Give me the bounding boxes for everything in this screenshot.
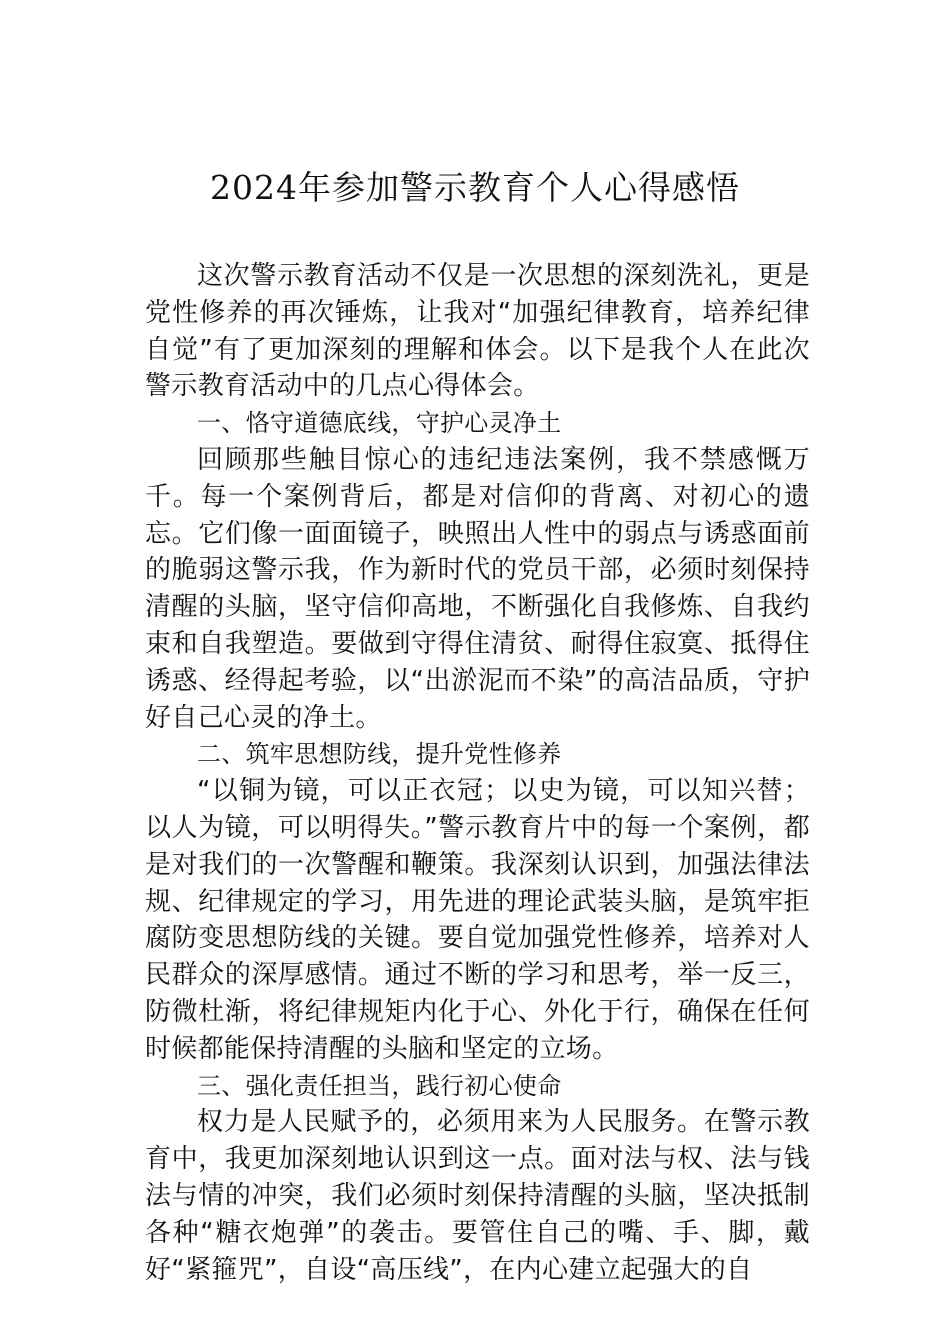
- intro-paragraph: 这次警示教育活动不仅是一次思想的深刻洗礼，更是党性修养的再次锤炼，让我对“加强纪律教育，培养纪律自觉”有了更加深刻的理解和体会。以下是我个人在此次警示教育活动中的几点心得体会。: [145, 261, 810, 402]
- section-heading-1: 一、恪守道德底线，守护心灵净土: [197, 409, 562, 438]
- section-heading-2: 二、筑牢思想防线，提升党性修养: [197, 740, 562, 769]
- document-body: [145, 258, 810, 1288]
- section-paragraph-3: 权力是人民赋予的，必须用来为人民服务。在警示教育中，我更加深刻地认识到这一点。面对法与权、法与钱法与情的冲突，我们必须时刻保持清醒的头脑，坚决抵制各种“糖衣炮弹”的袭击。要管住自己的嘴、手、脚，戴好“紧箍咒”，自设“高压线”，在内心建立起强大的自: [145, 1107, 810, 1285]
- section-paragraph-1: 回顾那些触目惊心的违纪违法案例，我不禁感慨万千。每一个案例背后，都是对信仰的背离、对初心的遗忘。它们像一面面镜子，映照出人性中的弱点与诱惑面前的脆弱这警示我，作为新时代的党员干部，必须时刻保持清醒的头脑，坚守信仰高地，不断强化自我修炼、自我约束和自我塑造。要做到守得住清贫、耐得住寂寞、抵得住诱惑、经得起考验，以“出淤泥而不染”的高洁品质，守护好自己心灵的净土。: [145, 444, 810, 733]
- section-heading-3: 三、强化责任担当，践行初心使命: [197, 1071, 562, 1100]
- document-title: 2024年参加警示教育个人心得感悟: [210, 168, 740, 207]
- section-paragraph-2: “以铜为镜，可以正衣冠；以史为镜，可以知兴替；以人为镜，可以明得失。”警示教育片中的每一个案例，都是对我们的一次警醒和鞭策。我深刻认识到，加强法律法规、纪律规定的学习，用先进的理论武装头脑，是筑牢拒腐防变思想防线的关键。要自觉加强党性修养，培养对人民群众的深厚感情。通过不断的学习和思考，举一反三，防微杜渐，将纪律规矩内化于心、外化于行，确保在任何时候都能保持清醒的头脑和坚定的立场。: [145, 776, 810, 1064]
